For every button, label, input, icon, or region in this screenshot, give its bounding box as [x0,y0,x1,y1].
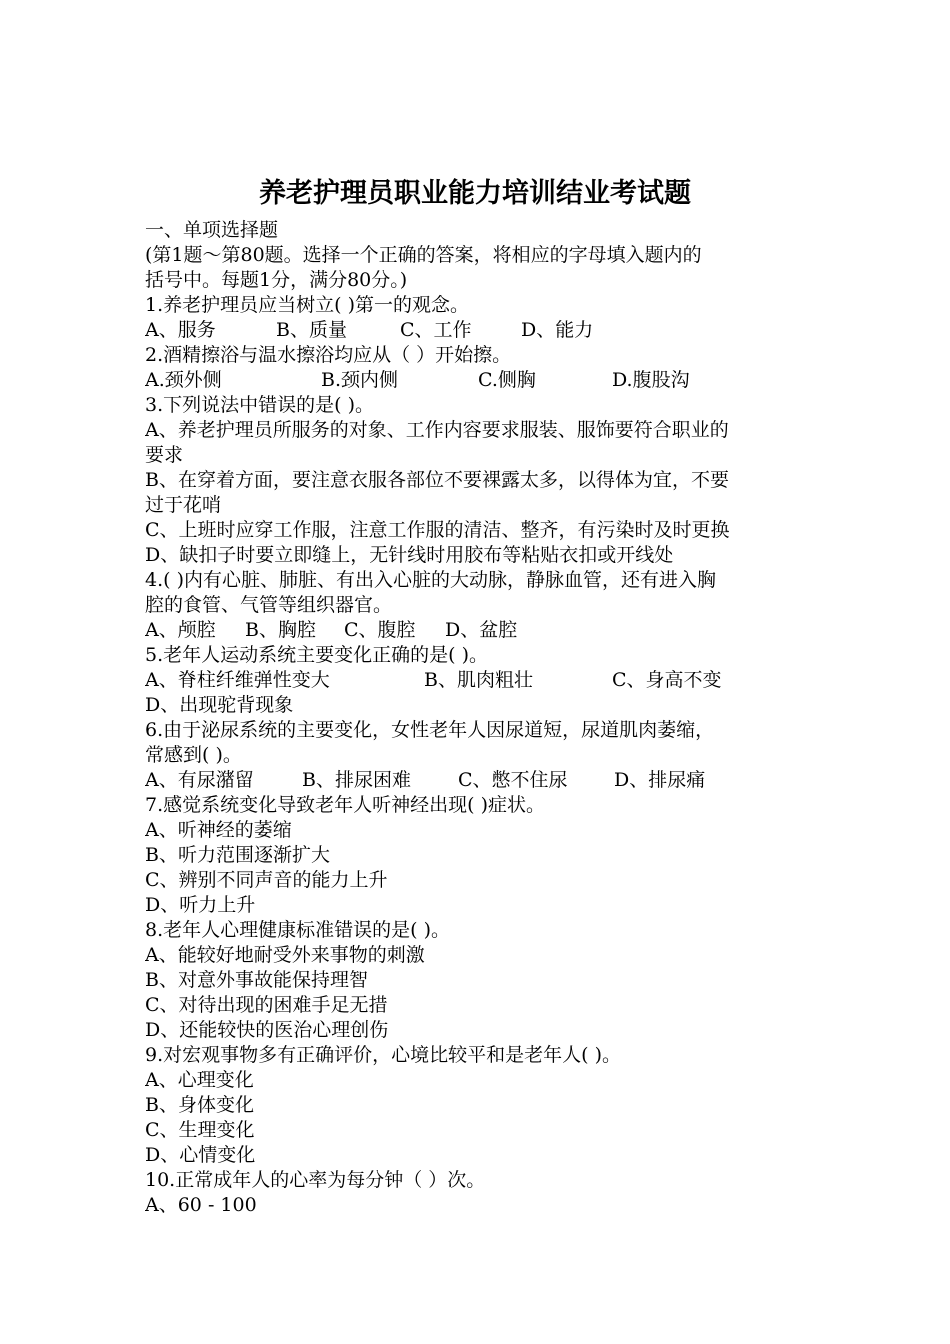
question-options [145,668,815,693]
option: B、排尿困难 [302,769,411,791]
question-stem: 2.酒精擦浴与温水擦浴均应从（ ）开始擦。 [145,344,512,366]
option: A、听神经的萎缩 [145,819,292,841]
option: 过于花哨 [145,494,222,516]
option: D、心情变化 [145,1144,256,1166]
option: A、脊柱纤维弹性变大 [145,669,330,691]
option: D.腹股沟 [612,369,690,391]
question-stem: 5.老年人运动系统主要变化正确的是( )。 [145,644,488,666]
option: D、出现驼背现象 [145,694,294,716]
option: C、生理变化 [145,1119,255,1141]
option: D、听力上升 [145,894,256,916]
question-9 [145,1043,815,1168]
question-options [145,318,815,343]
option: A、服务 [145,319,216,341]
option: D、排尿痛 [614,769,706,791]
option: D、缺扣子时要立即缝上，无针线时用胶布等粘贴衣扣或开线处 [145,544,674,566]
option: B、胸腔 [245,619,316,641]
option: A、心理变化 [145,1069,254,1091]
question-stem: 7.感觉系统变化导致老年人听神经出现( )症状。 [145,794,545,816]
question-options [145,768,815,793]
question-8 [145,918,815,1043]
question-10 [145,1168,815,1218]
option: A、颅腔 [145,619,216,641]
question-options [145,368,815,393]
question-5 [145,643,815,718]
option: A、养老护理员所服务的对象、工作内容要求服装、服饰要符合职业的 [145,419,729,441]
option: B、肌肉粗壮 [424,669,533,691]
question-stem: 9.对宏观事物多有正确评价，心境比较平和是老年人( )。 [145,1044,621,1066]
question-6 [145,718,815,793]
option: C、身高不变 [612,669,722,691]
question-stem: 3.下列说法中错误的是( )。 [145,394,374,416]
option: C、上班时应穿工作服，注意工作服的清洁、整齐，有污染时及时更换 [145,519,730,541]
document-body [145,218,815,1218]
question-7 [145,793,815,918]
question-stem: 8.老年人心理健康标准错误的是( )。 [145,919,450,941]
option: A、能较好地耐受外来事物的刺激 [145,944,425,966]
option: 要求 [145,444,184,466]
option: D、能力 [521,319,594,341]
option: D、盆腔 [445,619,518,641]
option: C、工作 [400,319,472,341]
section-heading: 一、单项选择题 [145,219,279,241]
option: B、对意外事故能保持理智 [145,969,368,991]
instructions-line: 括号中。每题1分，满分80分。) [145,269,408,291]
question-4 [145,568,815,643]
instructions-line: (第1题～第80题。选择一个正确的答案，将相应的字母填入题内的 [145,244,702,266]
option: B、听力范围逐渐扩大 [145,844,330,866]
question-options [145,618,815,643]
option: C、对待出现的困难手足无措 [145,994,388,1016]
question-stem: 常感到( )。 [145,744,242,766]
option: B、在穿着方面，要注意衣服各部位不要裸露太多，以得体为宜，不要 [145,469,729,491]
question-stem: 10.正常成年人的心率为每分钟（ ）次。 [145,1169,486,1191]
option: D、还能较快的医治心理创伤 [145,1019,389,1041]
option: C.侧胸 [478,369,536,391]
question-stem: 4.( )内有心脏、肺脏、有出入心脏的大动脉，静脉血管，还有进入胸 [145,569,716,591]
question-3 [145,393,815,568]
option: C、腹腔 [344,619,416,641]
question-stem: 6.由于泌尿系统的主要变化，女性老年人因尿道短，尿道肌肉萎缩， [145,719,715,741]
document-title: 养老护理员职业能力培训结业考试题 [259,178,691,209]
option: C、憋不住尿 [458,769,568,791]
question-stem: 腔的食管、气管等组织器官。 [145,594,393,616]
question-2 [145,343,815,393]
option: C、辨别不同声音的能力上升 [145,869,388,891]
question-stem: 1.养老护理员应当树立( )第一的观念。 [145,294,469,316]
option: A、60 - 100 [145,1194,257,1216]
option: B.颈内侧 [321,369,399,391]
option: A、有尿潴留 [145,769,254,791]
question-1 [145,293,815,343]
option: A.颈外侧 [145,369,222,391]
option: B、身体变化 [145,1094,254,1116]
option: B、质量 [276,319,347,341]
